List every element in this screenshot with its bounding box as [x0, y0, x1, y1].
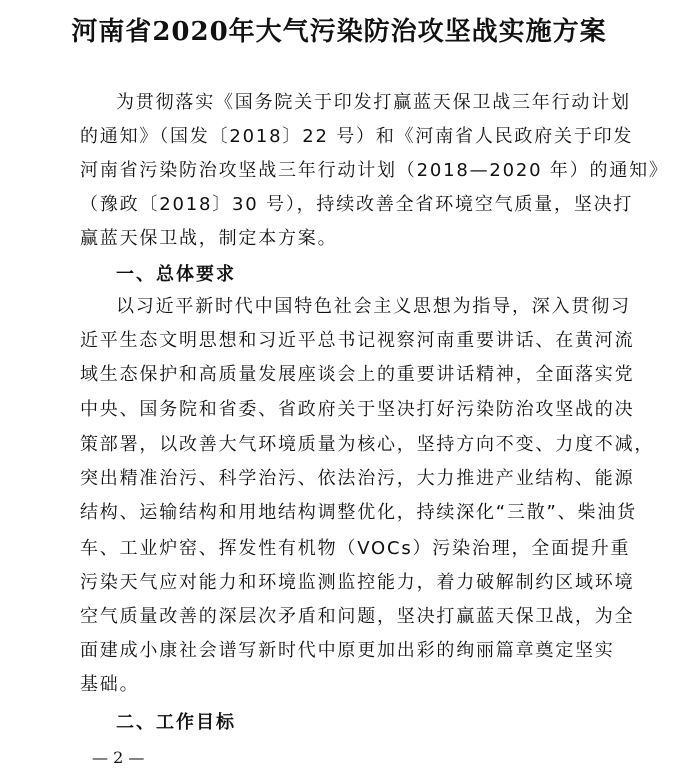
intro-paragraph-line: 河南省污染防治攻坚战三年行动计划（2018—2020 年）的通知》 [80, 160, 669, 181]
section1-paragraph-line: 空气质量改善的深层次矛盾和问题，坚决打赢蓝天保卫战，为全 [80, 606, 635, 627]
section1-paragraph-line: 面建成小康社会谱写新时代中原更加出彩的绚丽篇章奠定坚实 [80, 640, 615, 661]
document-title: 河南省2020年大气污染防治攻坚战实施方案 [71, 17, 607, 47]
section1-paragraph-line: 以习近平新时代中国特色社会主义思想为指导，深入贯彻习 [116, 296, 631, 317]
section-heading-general-requirements: 一、总体要求 [116, 264, 236, 285]
section1-paragraph-line: 策部署，以改善大气环境质量为核心，坚持方向不变、力度不减， [80, 434, 655, 455]
section1-paragraph-line: 基础。 [80, 674, 140, 695]
intro-paragraph-line: 赢蓝天保卫战，制定本方案。 [80, 228, 338, 249]
section1-paragraph-line: 近平生态文明思想和习近平总书记视察河南重要讲话、在黄河流 [80, 330, 635, 351]
section1-paragraph-line: 结构、运输结构和用地结构调整优化，持续深化“三散”、柴油货 [80, 502, 637, 523]
section1-paragraph-line: 中央、国务院和省委、省政府关于坚决打好污染防治攻坚战的决 [80, 399, 635, 420]
section1-paragraph-line: 车、工业炉窑、挥发性有机物（VOCs）污染治理，全面提升重 [80, 538, 631, 559]
section1-paragraph-line: 污染天气应对能力和环境监测监控能力，着力破解制约区域环境 [80, 572, 635, 593]
page-number: — 2 — [92, 748, 145, 767]
section1-paragraph-line: 突出精准治污、科学治污、依法治污，大力推进产业结构、能源 [80, 468, 635, 489]
intro-paragraph-line: （豫政〔2018〕30 号），持续改善全省环境空气质量，坚决打 [80, 194, 634, 215]
intro-paragraph-line: 的通知》（国发〔2018〕22 号）和《河南省人民政府关于印发 [80, 126, 634, 147]
section1-paragraph-line: 域生态保护和高质量发展座谈会上的重要讲话精神，全面落实党 [80, 364, 635, 385]
intro-paragraph-line: 为贯彻落实《国务院关于印发打赢蓝天保卫战三年行动计划 [116, 92, 631, 113]
section-heading-work-goals: 二、工作目标 [116, 712, 236, 733]
